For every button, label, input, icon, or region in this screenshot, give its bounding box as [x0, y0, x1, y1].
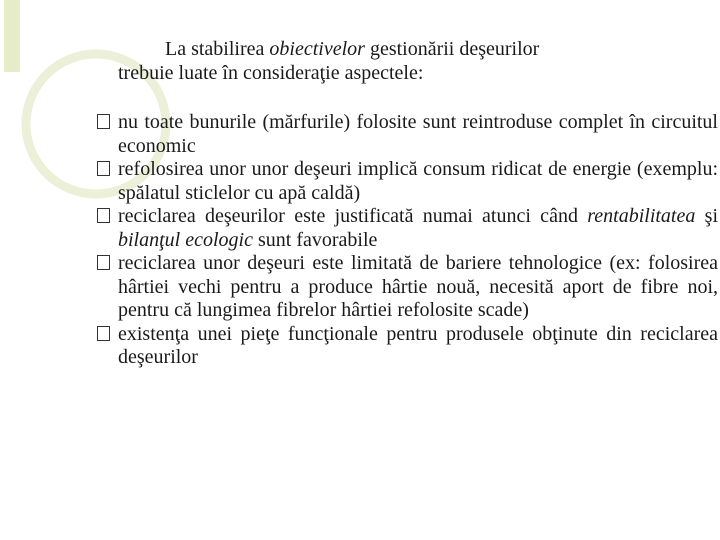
- bullet-list: [118, 111, 718, 370]
- list-item: [118, 111, 718, 158]
- list-item: [118, 323, 718, 370]
- list-item-text: sunt favorabile: [252, 228, 378, 251]
- square-bullet-icon: [97, 208, 110, 223]
- square-bullet-icon: [97, 161, 110, 176]
- intro-paragraph: [118, 38, 718, 85]
- list-item-text: reciclarea unor deşeuri este limitată de bariere tehnologice (ex: folosirea hârtiei vechi pentru a produce hârtie nouă, necesită aport de fibre noi, pentru că lungimea fibrelor hârtiei refolosite scade): [118, 252, 718, 321]
- intro-text: La stabilirea: [165, 38, 270, 60]
- list-item-text: refolosirea unor unor deşeuri implică consum ridicat de energie (exemplu: spălatul sticlelor cu apă caldă): [118, 158, 718, 204]
- list-item: [118, 158, 718, 205]
- intro-emphasis: obiectivelor: [269, 38, 365, 60]
- list-item-text: existenţa unei pieţe funcţionale pentru produsele obţinute din reciclarea deşeurilor: [118, 322, 718, 368]
- square-bullet-icon: [97, 255, 110, 270]
- decor-bar: [4, 0, 20, 72]
- list-item-text: şi: [695, 205, 718, 227]
- list-item-text: nu toate bunurile (mărfurile) folosite sunt reintroduse complet în circuitul economic: [118, 111, 718, 157]
- square-bullet-icon: [97, 114, 110, 129]
- intro-line-2: trebuie luate în consideraţie aspectele:: [118, 61, 424, 84]
- list-item-emphasis: rentabilitatea: [587, 205, 696, 227]
- list-item: [118, 252, 718, 323]
- list-item: [118, 205, 718, 252]
- slide-content: [118, 38, 718, 370]
- list-item-text: reciclarea deşeurilor este justificată numai atunci când: [118, 205, 588, 227]
- intro-text: gestionării deşeurilor: [364, 38, 540, 60]
- list-item-emphasis: bilanţul ecologic: [118, 228, 253, 251]
- intro-line-1: [118, 38, 718, 62]
- square-bullet-icon: [97, 326, 110, 341]
